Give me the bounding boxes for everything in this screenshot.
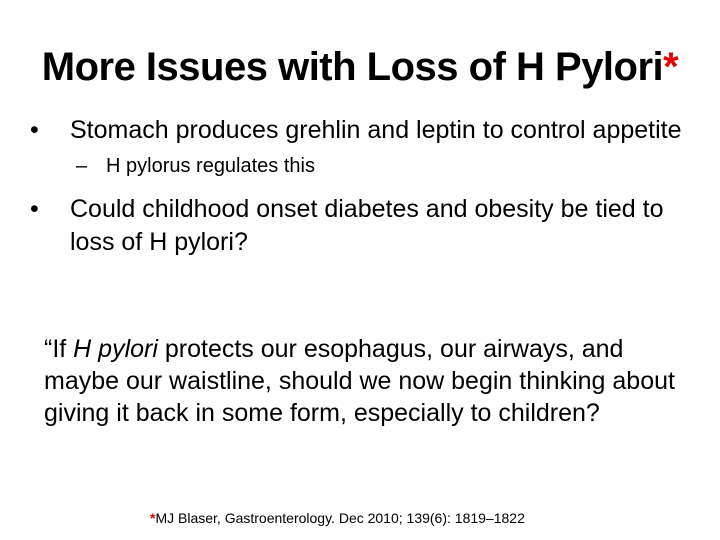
sub-bullet-item (30, 151, 690, 181)
sub-bullet-marker: – (76, 155, 88, 177)
bullet-marker: • (30, 195, 39, 223)
citation-marker: * (150, 510, 156, 526)
quote-paragraph (44, 333, 684, 429)
quote-open: “If (44, 335, 74, 363)
title-footnote-marker: * (663, 45, 679, 89)
citation-text: MJ Blaser, Gastroenterology. Dec 2010; 139(6): 1819–1822 (155, 510, 525, 526)
slide-title (0, 42, 720, 92)
bullet-marker: • (30, 116, 39, 144)
bullet-list (30, 114, 690, 259)
bullet-item (30, 193, 690, 259)
quote-italic: H pylori (73, 335, 158, 363)
bullet-item (30, 114, 690, 147)
citation (150, 508, 670, 528)
bullet-text: Could childhood onset diabetes and obesity be tied to loss of H pylori? (70, 195, 664, 256)
quote-rest: protects our esophagus, our airways, and maybe our waistline, should we now begin thinking about giving it back in some form, especially to children? (44, 335, 675, 427)
sub-bullet-text: H pylorus regulates this (106, 155, 315, 177)
title-text: More Issues with Loss of H Pylori (41, 45, 664, 89)
bullet-text: Stomach produces grehlin and leptin to control appetite (70, 116, 682, 144)
